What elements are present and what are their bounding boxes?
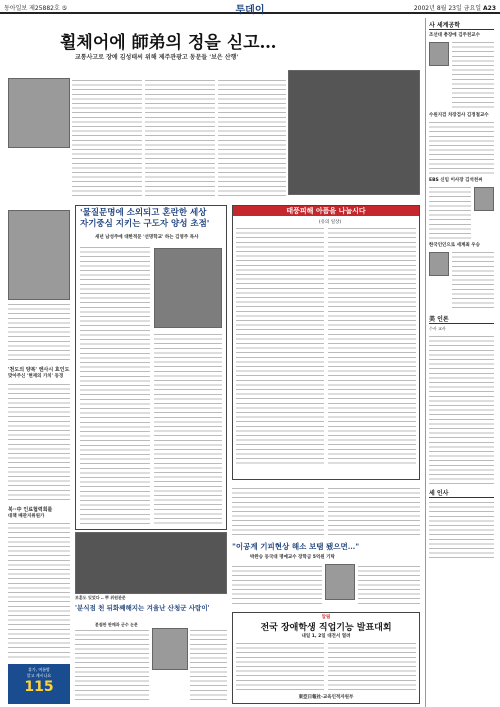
ad-line2: 알고 계시나요 (26, 673, 52, 678)
right-item1-title: 조선대 총장에 김주천교수 (429, 33, 480, 38)
top-photo-large (288, 70, 420, 195)
section-title: 투데이 (235, 5, 265, 16)
typhoon-subtitle: (유의 일상) (318, 220, 342, 225)
right-text-6 (429, 500, 494, 560)
right-col-title: 사 세계공학 (429, 20, 494, 30)
notice-body-2 (328, 641, 416, 691)
top-subhead: 교통사고로 장애 김성태씨 위해 제주관광고 동문들 '보은 산행' (75, 54, 239, 61)
right-item2-title: 수원지검 차장검사 김정철교수 (429, 113, 489, 118)
left-mid-sub: 대책 배관지위원가 (8, 514, 45, 519)
top-body-col3 (218, 78, 286, 198)
left-caption-text (8, 302, 70, 362)
right-column (425, 18, 497, 707)
quote-subhead: 분점판 판매과 군수 논문 (95, 622, 138, 627)
donation-subhead: 박완승 동국대 명예교수 장학금 5억원 기탁 (250, 555, 335, 560)
paper-name: 동아일보 제25882호 ⑤ (4, 5, 68, 12)
typhoon-list-1 (236, 226, 324, 466)
bottom-left-photo (75, 532, 227, 594)
right-photo-2 (474, 187, 494, 211)
special-headline: '물질문명에 소외되고 혼란한 세상 자기중심 지키는 구도자 양성 초점' (80, 208, 210, 229)
center-body-b (328, 486, 420, 536)
right-photo-1 (429, 42, 449, 66)
quote-photo (152, 628, 188, 670)
left-body-1 (8, 382, 70, 502)
left-section-sub: 맞아주신 '현재의 가치' 동경 (8, 374, 64, 379)
quote-body-1 (75, 628, 149, 703)
right-item4-title: 한국인인으로 세계최 우승 (429, 243, 480, 248)
top-body-col2 (145, 78, 215, 198)
left-photo (8, 210, 70, 300)
donation-photo (325, 564, 355, 600)
right-bottom-title: 세 인사 (429, 488, 494, 498)
notice-sub: 내일 1, 2일 대전서 열려 (301, 634, 351, 639)
notice-body-1 (236, 641, 324, 691)
right-photo-3 (429, 252, 449, 276)
right-people-sub: 수사 교사 (429, 326, 446, 331)
left-mid-title: 북··中 인료협력회를 (8, 507, 53, 513)
special-body-1 (80, 245, 150, 525)
right-item3-title: EBS 신임 이사장 김석천씨 (429, 178, 483, 183)
notice-headline: 전국 장애학생 직업기능 발표대회 (260, 623, 392, 633)
quote-headline: '분식점 천 뒤화째해지는 겨울난 산청군 사람이' (75, 604, 210, 612)
right-text-1 (452, 40, 494, 110)
right-text-4 (452, 250, 494, 310)
top-photo-small (8, 78, 70, 148)
ad-number: 115 (24, 679, 54, 695)
date-page: 2002년 8월 23일 금요일 A23 (413, 5, 496, 12)
left-section-title: '천도의 양복' 엔사시 효인도 (8, 367, 70, 373)
page-header (0, 0, 500, 14)
donation-body-2 (358, 564, 420, 606)
special-subhead: 새년 남성주에 대한적문 '선명학교' 하는 김영주 목사 (95, 235, 199, 240)
notice-pre: 알림 (321, 615, 331, 620)
right-text-5 (429, 334, 494, 484)
right-text-3 (429, 185, 471, 240)
special-photo (154, 248, 222, 328)
right-people-title: 美 인론 (429, 314, 494, 324)
top-body-col1 (72, 78, 142, 198)
center-body-a (232, 486, 324, 536)
top-headline: 휠체어에 師弟의 정을 싣고… (60, 33, 277, 53)
quote-body-2 (190, 628, 227, 703)
special-body-2 (154, 332, 222, 525)
donation-headline: "이공계 기피현상 해소 보탬 됐으면…" (232, 542, 360, 551)
right-text-2 (429, 120, 494, 175)
ad-banner[interactable] (8, 664, 70, 704)
typhoon-list-2 (328, 226, 416, 466)
typhoon-title: 태풍피해 아픔을 나눕시다 (233, 206, 419, 216)
notice-footer: 東亞日報社·교육인적자원부 (298, 695, 354, 700)
bottom-left-caption: 보훈도 잊었다 ‥ 뿌 위원관문 (75, 595, 126, 600)
donation-body-1 (232, 564, 322, 606)
left-body-2 (8, 521, 70, 661)
ad-line1: 휴가, 여름밤 (28, 667, 50, 672)
